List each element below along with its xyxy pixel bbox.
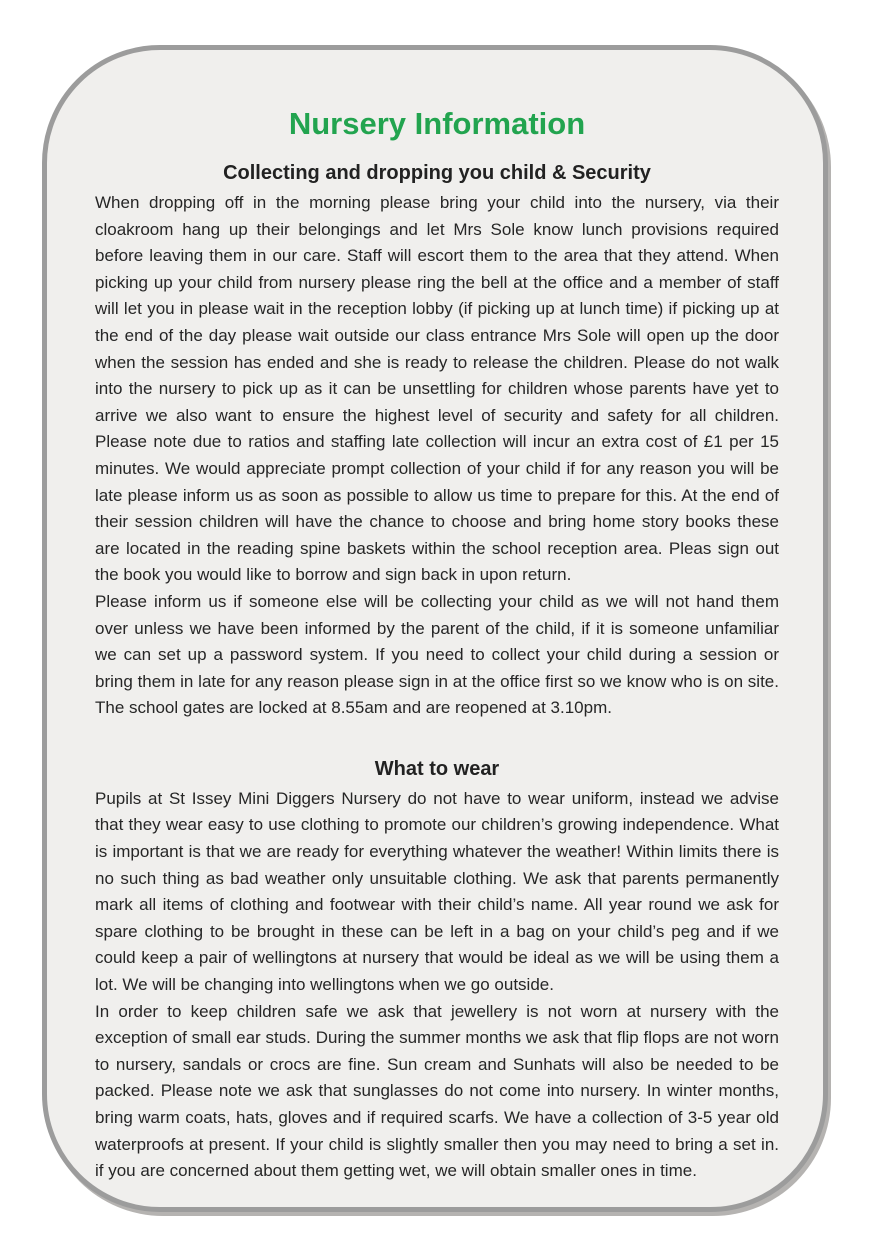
paragraph-dropping-off: When dropping off in the morning please bring your child into the nursery, via their cloakroom hang up their belongings and let Mrs Sole know lunch provisions required before leaving them in our care. Staff will escort them to the area that they attend. When picking up your child from nursery please ring the bell at the office and a member of staff will let you in please wait in the reception lobby (if picking up at lunch time) if picking up at the end of the day please wait outside our class entrance Mrs Sole will open up the door when the session has ended and she is ready to release the children. Please do not walk into the nursery to pick up as it can be unsettling for children whose parents have yet to arrive we also want to ensure the highest level of security and safety for all children. Please note due to ratios and staffing late collection will incur an extra cost of £1 per 15 minutes. We would appreciate prompt collection of your child if for any reason you will be late please inform us as soon as possible to allow us time to prepare for this. At the end of their session children will have the chance to choose and bring home story books these are located in the reading spine baskets within the school reception area. Pleas sign out the book you would like to borrow and sign back in upon return. bbox=[95, 193, 779, 585]
document-card bbox=[42, 45, 828, 1212]
page-title: Nursery Information bbox=[288, 106, 586, 141]
section-heading-what-to-wear: What to wear bbox=[374, 757, 500, 780]
section-heading-collecting: Collecting and dropping you child & Security bbox=[223, 162, 651, 184]
section-collecting-and-dropping bbox=[95, 162, 779, 722]
paragraph-collection-by-others: Please inform us if someone else will be collecting your child as we will not hand them over unless we have been informed by the parent of the child, if it is someone unfamiliar we can set up a password system. If you need to collect your child during a session or bring them in late for any reason please sign in at the office first so we know who is on site. The school gates are locked at 8.55am and are reopened at 3.10pm. bbox=[95, 591, 779, 718]
paragraph-uniform-policy: Pupils at St Issey Mini Diggers Nursery do not have to wear uniform, instead we advise that they wear easy to use clothing to promote our children’s growing independence. What is important is that we are ready for everything whatever the weather! Within limits there is no such thing as bad weather only unsuitable clothing. We ask that parents permanently mark all items of clothing and footwear with their child’s name. All year round we ask for spare clothing to be brought in these can be left in a bag on your child’s peg and if we could keep a pair of wellingtons at nursery that would be ideal as we will be using them a lot. We will be changing into wellingtons when we go outside. bbox=[95, 788, 779, 995]
paragraph-jewellery-and-seasonal: In order to keep children safe we ask that jewellery is not worn at nursery with the exception of small ear studs. During the summer months we ask that flip flops are not worn to nursery, sandals or crocs are fine. Sun cream and Sunhats will also be needed to be packed. Please note we ask that sunglasses do not come into nursery. In winter months, bring warm coats, hats, gloves and if required scarfs. We have a collection of 3-5 year old waterproofs at present. If your child is slightly smaller then you may need to bring a set in. if you are concerned about them getting wet, we will obtain smaller ones in time. bbox=[95, 1001, 779, 1181]
section-what-to-wear bbox=[95, 758, 779, 1185]
